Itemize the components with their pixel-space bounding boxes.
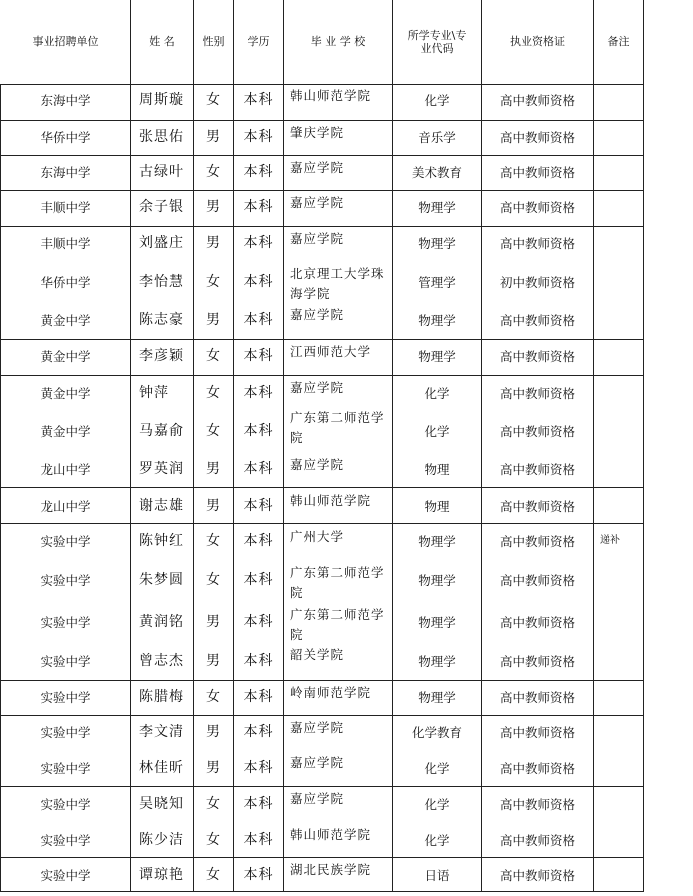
cell-note — [594, 794, 649, 814]
cell-degree: 本科 — [243, 613, 274, 630]
cell-name: 谢志雄 — [139, 497, 184, 514]
cell-major: 化学 — [424, 423, 450, 439]
header-name: 姓 名 — [149, 35, 175, 49]
cell-gender: 男 — [206, 311, 221, 328]
table-rule — [0, 375, 644, 376]
cell-school: 嘉应学院 — [290, 380, 345, 395]
table-rule — [0, 891, 644, 892]
table-rule — [0, 120, 644, 121]
cell-school: 韶关学院 — [290, 647, 345, 662]
cell-degree: 本科 — [243, 234, 274, 251]
cell-name: 吴晓知 — [139, 795, 184, 812]
cell-note — [594, 758, 649, 778]
cell-cert: 高中教师资格 — [499, 724, 575, 740]
cell-name: 朱梦圆 — [139, 571, 184, 588]
cell-name: 陈少洁 — [139, 831, 184, 848]
cell-unit: 实验中学 — [40, 760, 91, 776]
cell-major: 物理学 — [418, 653, 456, 669]
cell-gender: 男 — [206, 723, 221, 740]
cell-major: 物理学 — [418, 572, 456, 588]
cell-cert: 高中教师资格 — [499, 689, 575, 705]
cell-major: 物理学 — [418, 348, 456, 364]
cell-major: 物理学 — [418, 199, 456, 215]
cell-name: 谭琼艳 — [139, 866, 184, 883]
cell-note — [594, 496, 649, 516]
cell-cert: 高中教师资格 — [499, 385, 575, 401]
cell-cert: 高中教师资格 — [499, 164, 575, 180]
cell-name: 李文清 — [139, 723, 184, 740]
cell-name: 马嘉俞 — [139, 422, 184, 439]
cell-note — [594, 421, 649, 441]
cell-note — [594, 383, 649, 403]
cell-cert: 高中教师资格 — [499, 760, 575, 776]
cell-gender: 男 — [206, 460, 221, 477]
cell-major: 管理学 — [418, 274, 456, 290]
cell-unit: 实验中学 — [40, 533, 91, 549]
cell-name: 罗英润 — [139, 460, 184, 477]
cell-unit: 实验中学 — [40, 614, 91, 630]
cell-name: 古绿叶 — [139, 163, 184, 180]
cell-major: 化学 — [424, 796, 450, 812]
cell-school: 嘉应学院 — [290, 307, 345, 322]
header-gender: 性别 — [202, 35, 225, 49]
cell-cert: 高中教师资格 — [499, 533, 575, 549]
cell-cert: 高中教师资格 — [499, 199, 575, 215]
cell-major: 物理学 — [418, 235, 456, 251]
cell-degree: 本科 — [243, 759, 274, 776]
cell-major: 化学 — [424, 92, 450, 108]
cell-degree: 本科 — [243, 866, 274, 883]
cell-cert: 初中教师资格 — [499, 274, 575, 290]
cell-school: 嘉应学院 — [290, 791, 345, 806]
cell-cert: 高中教师资格 — [499, 461, 575, 477]
cell-school: 嘉应学院 — [290, 195, 345, 210]
cell-school: 嘉应学院 — [290, 720, 345, 735]
cell-note — [594, 570, 649, 590]
table-rule — [0, 226, 644, 227]
cell-cert: 高中教师资格 — [499, 498, 575, 514]
cell-gender: 女 — [206, 163, 221, 180]
cell-degree: 本科 — [243, 91, 274, 108]
cell-name: 林佳昕 — [139, 759, 184, 776]
table-rule — [0, 680, 644, 681]
cell-school: 韩山师范学院 — [290, 493, 372, 508]
table-rule — [0, 857, 644, 858]
cell-unit: 黄金中学 — [40, 385, 91, 401]
cell-cert: 高中教师资格 — [499, 653, 575, 669]
cell-note — [594, 651, 649, 671]
cell-school: 广州大学 — [290, 529, 345, 544]
cell-major: 物理学 — [418, 533, 456, 549]
cell-name: 曾志杰 — [139, 652, 184, 669]
cell-name: 刘盛庄 — [139, 234, 184, 251]
cell-major: 物理学 — [418, 312, 456, 328]
table-rule — [0, 190, 644, 191]
cell-degree: 本科 — [243, 723, 274, 740]
cell-gender: 女 — [206, 91, 221, 108]
cell-school: 广东第二师范学院 — [290, 410, 385, 445]
cell-major: 物理 — [424, 461, 450, 477]
cell-school: 嘉应学院 — [290, 231, 345, 246]
cell-school: 嘉应学院 — [290, 160, 345, 175]
cell-unit: 实验中学 — [40, 689, 91, 705]
cell-degree: 本科 — [243, 571, 274, 588]
cell-gender: 女 — [206, 571, 221, 588]
cell-gender: 男 — [206, 613, 221, 630]
table-rule — [0, 715, 644, 716]
cell-name: 李怡慧 — [139, 273, 184, 290]
cell-degree: 本科 — [243, 273, 274, 290]
cell-unit: 实验中学 — [40, 867, 91, 883]
cell-unit: 实验中学 — [40, 796, 91, 812]
cell-major: 化学教育 — [411, 724, 462, 740]
table-rule — [0, 786, 644, 787]
cell-degree: 本科 — [243, 652, 274, 669]
cell-major: 物理学 — [418, 689, 456, 705]
table-rule — [0, 523, 644, 524]
cell-note — [594, 830, 649, 850]
cell-school: 岭南师范学院 — [290, 685, 372, 700]
cell-major: 物理 — [424, 498, 450, 514]
cell-name: 陈钟红 — [139, 532, 184, 549]
cell-name: 黄润铭 — [139, 613, 184, 630]
cell-cert: 高中教师资格 — [499, 614, 575, 630]
cell-unit: 实验中学 — [40, 653, 91, 669]
cell-name: 李彦颖 — [139, 347, 184, 364]
cell-unit: 龙山中学 — [40, 498, 91, 514]
cell-school: 湖北民族学院 — [290, 862, 372, 877]
cell-note: 递补 — [600, 535, 620, 546]
cell-school: 广东第二师范学院 — [290, 607, 385, 642]
table-rule — [0, 339, 644, 340]
cell-major: 物理学 — [418, 614, 456, 630]
cell-unit: 华侨中学 — [40, 129, 91, 145]
cell-school: 嘉应学院 — [290, 755, 345, 770]
cell-school: 北京理工大学珠海学院 — [290, 266, 385, 301]
cell-gender: 女 — [206, 831, 221, 848]
cell-cert: 高中教师资格 — [499, 796, 575, 812]
cell-unit: 东海中学 — [40, 92, 91, 108]
header-school: 毕 业 学 校 — [310, 35, 366, 49]
cell-gender: 女 — [206, 795, 221, 812]
cell-note — [594, 197, 649, 217]
cell-unit: 东海中学 — [40, 164, 91, 180]
cell-major: 音乐学 — [418, 129, 456, 145]
cell-note — [594, 90, 649, 110]
cell-degree: 本科 — [243, 163, 274, 180]
cell-cert: 高中教师资格 — [499, 235, 575, 251]
cell-note — [594, 612, 649, 632]
cell-cert: 高中教师资格 — [499, 129, 575, 145]
cell-note — [594, 162, 649, 182]
cell-major: 化学 — [424, 385, 450, 401]
cell-unit: 黄金中学 — [40, 348, 91, 364]
cell-note — [594, 687, 649, 707]
cell-school: 韩山师范学院 — [290, 88, 372, 103]
cell-cert: 高中教师资格 — [499, 312, 575, 328]
cell-gender: 女 — [206, 532, 221, 549]
cell-school: 广东第二师范学院 — [290, 565, 385, 600]
cell-gender: 女 — [206, 688, 221, 705]
cell-note — [594, 272, 649, 292]
header-cert: 执业资格证 — [510, 35, 565, 49]
cell-school: 韩山师范学院 — [290, 827, 372, 842]
cell-name: 余子银 — [139, 198, 184, 215]
cell-gender: 女 — [206, 866, 221, 883]
cell-degree: 本科 — [243, 497, 274, 514]
cell-note — [594, 459, 649, 479]
cell-major: 日语 — [424, 867, 450, 883]
cell-school: 嘉应学院 — [290, 457, 345, 472]
cell-major: 化学 — [424, 760, 450, 776]
cell-note — [594, 233, 649, 253]
table-rule — [0, 487, 644, 488]
cell-note — [594, 722, 649, 742]
cell-note — [594, 310, 649, 330]
cell-name: 陈腊梅 — [139, 688, 184, 705]
cell-unit: 丰顺中学 — [40, 199, 91, 215]
cell-degree: 本科 — [243, 347, 274, 364]
cell-unit: 黄金中学 — [40, 423, 91, 439]
cell-degree: 本科 — [243, 384, 274, 401]
cell-unit: 实验中学 — [40, 724, 91, 740]
cell-name: 钟萍 — [139, 384, 169, 401]
cell-note — [594, 865, 649, 885]
cell-degree: 本科 — [243, 422, 274, 439]
cell-gender: 男 — [206, 128, 221, 145]
cell-name: 周斯璇 — [139, 91, 184, 108]
cell-unit: 黄金中学 — [40, 312, 91, 328]
cell-name: 陈志豪 — [139, 311, 184, 328]
header-degree: 学历 — [247, 35, 270, 49]
cell-degree: 本科 — [243, 795, 274, 812]
cell-cert: 高中教师资格 — [499, 572, 575, 588]
header-major: 所学专业\专业代码 — [407, 28, 467, 55]
cell-gender: 女 — [206, 422, 221, 439]
cell-school: 江西师范大学 — [290, 344, 372, 359]
table-rule — [0, 84, 644, 85]
cell-cert: 高中教师资格 — [499, 832, 575, 848]
cell-gender: 女 — [206, 273, 221, 290]
cell-degree: 本科 — [243, 198, 274, 215]
cell-unit: 华侨中学 — [40, 274, 91, 290]
cell-unit: 实验中学 — [40, 832, 91, 848]
header-unit: 事业招聘单位 — [32, 35, 99, 49]
cell-gender: 男 — [206, 759, 221, 776]
cell-unit: 丰顺中学 — [40, 235, 91, 251]
cell-unit: 龙山中学 — [40, 461, 91, 477]
cell-note — [594, 346, 649, 366]
cell-gender: 男 — [206, 234, 221, 251]
cell-degree: 本科 — [243, 460, 274, 477]
cell-cert: 高中教师资格 — [499, 92, 575, 108]
cell-name: 张思佑 — [139, 128, 184, 145]
cell-major: 化学 — [424, 832, 450, 848]
cell-gender: 女 — [206, 347, 221, 364]
cell-cert: 高中教师资格 — [499, 423, 575, 439]
cell-degree: 本科 — [243, 311, 274, 328]
cell-degree: 本科 — [243, 831, 274, 848]
cell-cert: 高中教师资格 — [499, 348, 575, 364]
cell-gender: 男 — [206, 652, 221, 669]
cell-cert: 高中教师资格 — [499, 867, 575, 883]
cell-gender: 男 — [206, 198, 221, 215]
table-rule — [283, 0, 284, 892]
header-note: 备注 — [607, 35, 630, 49]
cell-gender: 男 — [206, 497, 221, 514]
cell-degree: 本科 — [243, 688, 274, 705]
cell-school: 肇庆学院 — [290, 125, 345, 140]
table-rule — [0, 155, 644, 156]
cell-gender: 女 — [206, 384, 221, 401]
cell-major: 美术教育 — [411, 164, 462, 180]
cell-degree: 本科 — [243, 128, 274, 145]
cell-note — [594, 127, 649, 147]
cell-degree: 本科 — [243, 532, 274, 549]
cell-unit: 实验中学 — [40, 572, 91, 588]
